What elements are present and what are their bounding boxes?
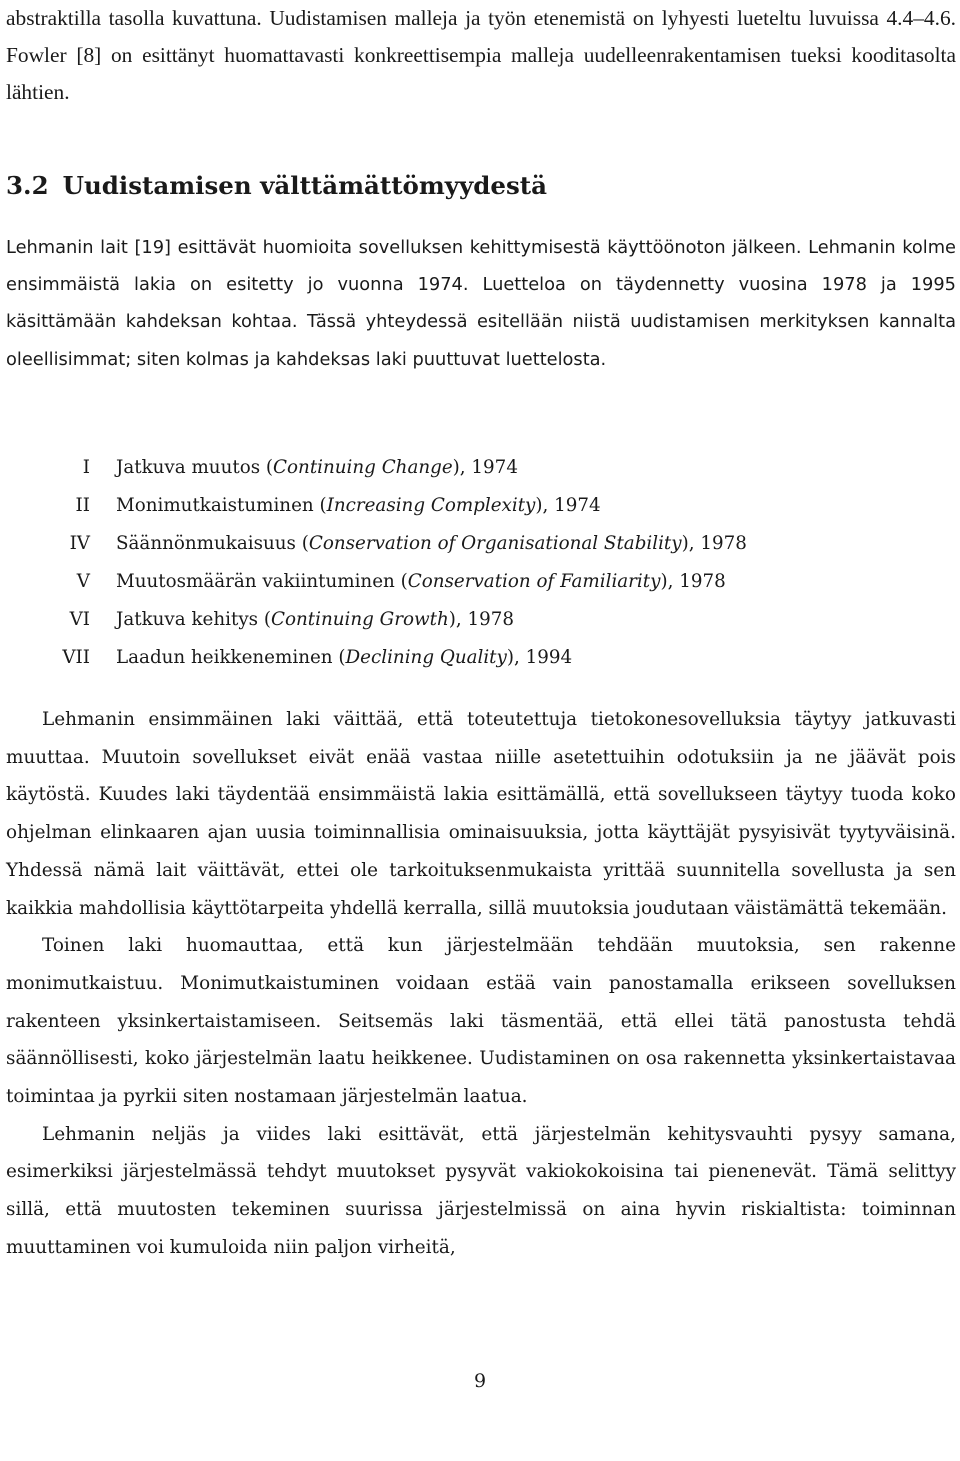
law-english-name: Continuing Change: [273, 457, 453, 478]
paragraph-fourth-fifth-law: Lehmanin neljäs ja viides laki esittävät, että järjestelmän kehitysvauhti pysyy samana, esimerkiksi järjestelmässä tehdyt muutokset pysyvät vakiokokoisina tai pienenevät. Tämä selittyy sillä, että muutosten tekeminen suurissa järjestelmissä on aina hyvin riskialtista: toiminnan muuttaminen voi kumuloida niin paljon virheitä,: [6, 1123, 956, 1258]
continued-paragraph: abstraktilla tasolla kuvattuna. Uudistamisen malleja ja työn etenemistä on lyhyesti lueteltu luvuissa 4.4–4.6. Fowler [8] on esittänyt huomattavasti konkreettisempia malleja uudelleenrakentamisen tueksi kooditasolta lähtien.: [6, 6, 956, 104]
law-english-name: Continuing Growth: [271, 609, 449, 630]
section-number: 3.2: [6, 171, 49, 200]
law-item: VII Laadun heikkeneminen (Declining Quality), 1994: [6, 639, 956, 677]
law-year: 1978: [700, 533, 747, 554]
law-item: II Monimutkaistuminen (Increasing Complexity), 1974: [6, 487, 956, 525]
law-item: I Jatkuva muutos (Continuing Change), 1974: [6, 449, 956, 487]
law-item: VI Jatkuva kehitys (Continuing Growth), 1978: [6, 601, 956, 639]
law-numeral: VI: [69, 609, 90, 630]
law-numeral: VII: [62, 647, 90, 668]
law-name: Jatkuva muutos: [116, 457, 261, 478]
law-numeral: I: [82, 457, 90, 478]
law-year: 1978: [467, 609, 515, 630]
law-english-name: Conservation of Familiarity: [407, 571, 661, 592]
page-number: 9: [473, 1370, 487, 1392]
law-name: Muutosmäärän vakiintuminen: [116, 571, 395, 592]
law-name: Säännönmukaisuus: [116, 533, 296, 554]
law-english-name: Increasing Complexity: [326, 495, 536, 516]
law-year: 1994: [525, 647, 573, 668]
paragraph-second-law: Toinen laki huomauttaa, että kun järjestelmään tehdään muutoksia, sen rakenne monimutkaistuu. Monimutkaistuminen voidaan estää vain panostamalla erikseen sovelluksen rakenteen yksinkertaistamiseen. Seitsemäs laki täsmentää, että ellei tätä panostusta tehdä säännöllisesti, koko järjestelmän laatu heikkenee. Uudistaminen on osa rakennetta yksinkertaistavaa toimintaa ja pyrkii siten nostamaan järjestelmän laatua.: [6, 935, 956, 1108]
law-english-name: Conservation of Organisational Stability: [308, 533, 682, 554]
section-title: Uudistamisen välttämättömyydestä: [62, 171, 547, 200]
section-heading: [6, 166, 547, 206]
intro-paragraph: Lehmanin lait [19] esittävät huomioita sovelluksen kehittymisestä käyttöönoton jälkeen. Lehmanin kolme ensimmäistä lakia on esitetty jo vuonna 1974. Luetteloa on täydennetty vuosina 1978 ja 1995 käsittämään kahdeksan kohtaa. Tässä yhteydessä esitellään niistä uudistamisen merkityksen kannalta oleellisimmat; siten kolmas ja kahdeksas laki puuttuvat luettelosta.: [6, 237, 956, 370]
law-year: 1974: [471, 457, 518, 478]
law-year: 1974: [554, 495, 601, 516]
law-name: Laadun heikkeneminen: [116, 647, 333, 668]
law-numeral: II: [75, 495, 90, 516]
law-name: Jatkuva kehitys: [116, 609, 259, 630]
law-english-name: Declining Quality: [345, 647, 507, 668]
law-name: Monimutkaistuminen: [116, 495, 314, 516]
body-text: [6, 701, 956, 1267]
paragraph-first-law: Lehmanin ensimmäinen laki väittää, että toteutettuja tietokonesovelluksia täytyy jatkuvasti muuttaa. Muutoin sovellukset eivät enää vastaa niille asetettuihin odotuksiin ja ne jäävät pois käytöstä. Kuudes laki täydentää ensimmäistä lakia esittämällä, että sovellukseen täytyy tuoda koko ohjelman elinkaaren ajan uusia toiminnallisia ominaisuuksia, jotta käyttäjät pysyisivät tyytyväisinä. Yhdessä nämä lait väittävät, ettei ole tarkoituksenmukaista yrittää suunnitella sovellusta ja sen kaikkia mahdollisia käyttötarpeita yhdellä kerralla, sillä muutoksia joudutaan väistämättä tekemään.: [6, 709, 956, 919]
law-numeral: V: [76, 571, 90, 592]
law-numeral: IV: [69, 533, 90, 554]
law-year: 1978: [679, 571, 726, 592]
lehman-laws-list: [6, 449, 956, 677]
law-item: V Muutosmäärän vakiintuminen (Conservation of Familiarity), 1978: [6, 563, 956, 601]
law-item: IV Säännönmukaisuus (Conservation of Organisational Stability), 1978: [6, 525, 956, 563]
